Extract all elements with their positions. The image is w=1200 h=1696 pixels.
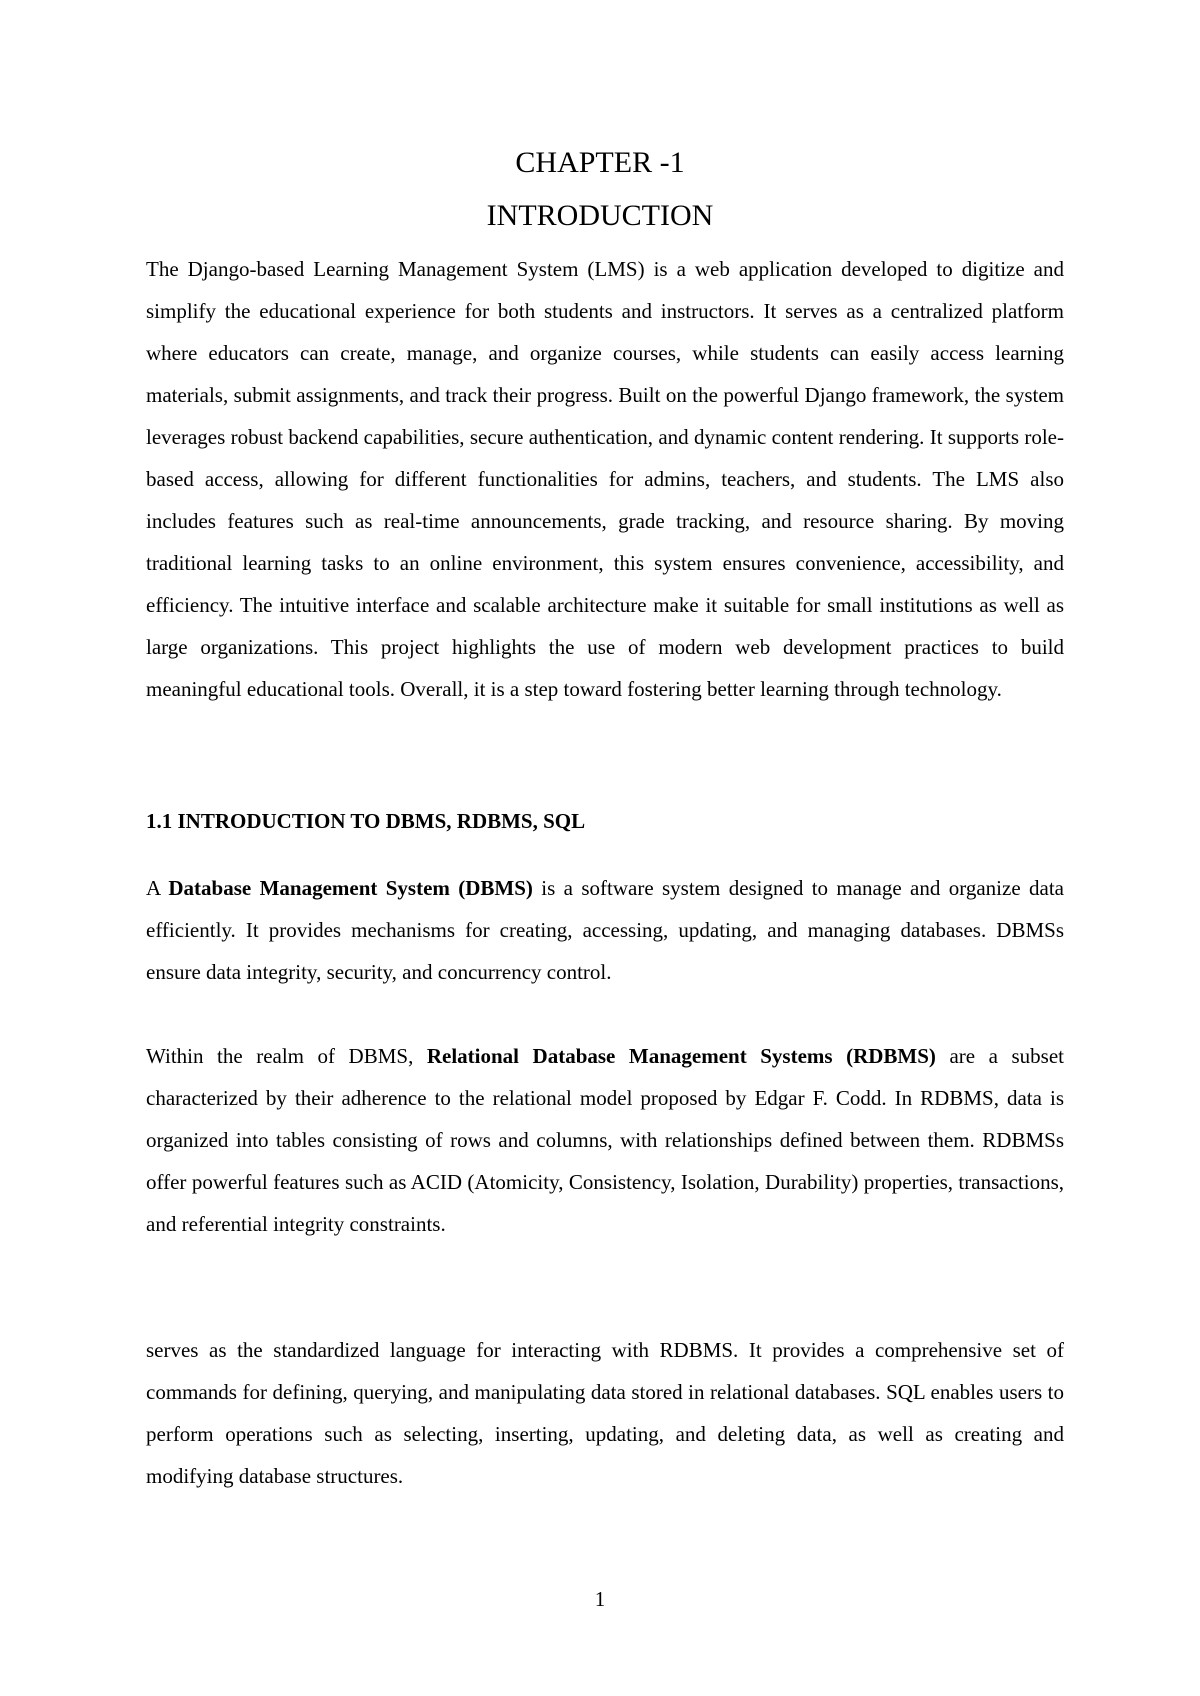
dbms-rest: is a software system designed to manage and organize data efficiently. It provides mechanisms for creating, accessing, updating, and managing databases. DBMSs ensure data integrity, security, and concurrency control. [146,876,1064,984]
dbms-term: Database Management System (DBMS) [168,876,533,900]
section-heading: 1.1 INTRODUCTION TO DBMS, RDBMS, SQL [146,809,586,833]
intro-paragraph: The Django-based Learning Management System (LMS) is a web application developed to digitize and simplify the educational experience for both students and instructors. It serves as a centralized platform where educators can create, manage, and organize courses, while students can easily access learning materials, submit assignments, and track their progress. Built on the powerful Django framework, the system leverages robust backend capabilities, secure authentication, and dynamic content rendering. It supports role-based access, allowing for different functionalities for admins, teachers, and students. The LMS also includes features such as real-time announcements, grade tracking, and resource sharing. By moving traditional learning tasks to an online environment, this system ensures convenience, accessibility, and efficiency. The intuitive interface and scalable architecture make it suitable for small institutions as well as large organizations. This project highlights the use of modern web development practices to build meaningful educational tools. Overall, it is a step toward fostering better learning through technology. [146,257,1064,701]
rdbms-rest: are a subset characterized by their adherence to the relational model proposed by Edgar F. Codd. In RDBMS, data is organized into tables consisting of rows and columns, with relationships defined between them. RDBMSs offer powerful features such as ACID (Atomicity, Consistency, Isolation, Durability) properties, transactions, and referential integrity constraints. [146,1044,1064,1236]
rdbms-paragraph [146,1035,1064,1245]
sql-paragraph: serves as the standardized language for interacting with RDBMS. It provides a comprehensive set of commands for defining, querying, and manipulating data stored in relational databases. SQL enables users to perform operations such as selecting, inserting, updating, and deleting data, as well as creating and modifying database structures. [146,1338,1064,1488]
dbms-paragraph [146,867,1064,993]
rdbms-prefix: Within the realm of DBMS, [146,1044,427,1068]
page-number: 1 [594,1587,606,1611]
dbms-prefix: A [146,876,169,900]
chapter-label: CHAPTER -1 [515,146,685,179]
rdbms-term: Relational Database Management Systems (RDBMS) [426,1044,936,1068]
chapter-title: INTRODUCTION [486,199,714,232]
